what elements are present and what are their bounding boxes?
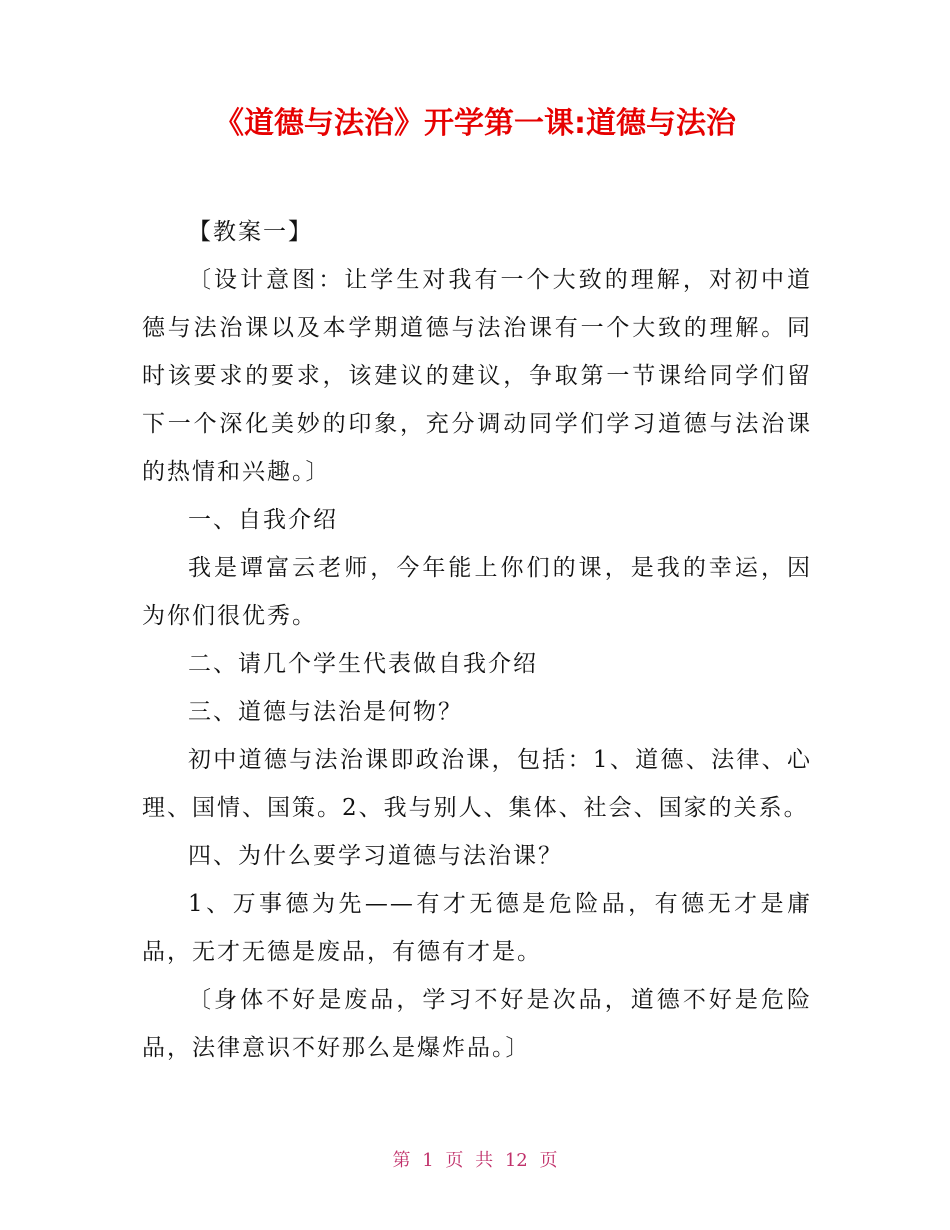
heading-student-introductions: 二、请几个学生代表做自我介绍 xyxy=(188,651,538,677)
teacher-introduction-paragraph: 我是谭富云老师，今年能上你们的课，是我的幸运，因为你们很优秀。 xyxy=(142,555,812,629)
section-label-lesson-plan: 【教案一】 xyxy=(188,219,313,245)
heading-why-study: 四、为什么要学习道德与法治课？ xyxy=(188,843,563,869)
document-body xyxy=(142,208,812,1072)
page-number-footer: 第 1 页 共 12 页 xyxy=(392,1150,558,1171)
product-analogy-paragraph: 〔身体不好是废品，学习不好是次品，道德不好是危险品，法律意识不好那么是爆炸品。〕 xyxy=(142,987,812,1061)
heading-self-introduction: 一、自我介绍 xyxy=(188,507,338,533)
design-intent-paragraph: 〔设计意图：让学生对我有一个大致的理解，对初中道德与法治课以及本学期道德与法治课有一个大致的理解。同时该要求的要求，该建议的建议，争取第一节课给同学们留下一个深化美妙的印象，充分调动同学们学习道德与法治课的热情和兴趣。〕 xyxy=(142,267,812,485)
heading-what-is-course: 三、道德与法治是何物？ xyxy=(188,699,463,725)
document-title: 《道德与法治》开学第一课:道德与法治 xyxy=(214,106,736,141)
virtue-first-paragraph: 1、万事德为先——有才无德是危险品，有德无才是庸品，无才无德是废品，有德有才是。 xyxy=(142,891,812,965)
course-content-paragraph: 初中道德与法治课即政治课，包括：1、道德、法律、心理、国情、国策。2、我与别人、集体、社会、国家的关系。 xyxy=(142,747,812,821)
